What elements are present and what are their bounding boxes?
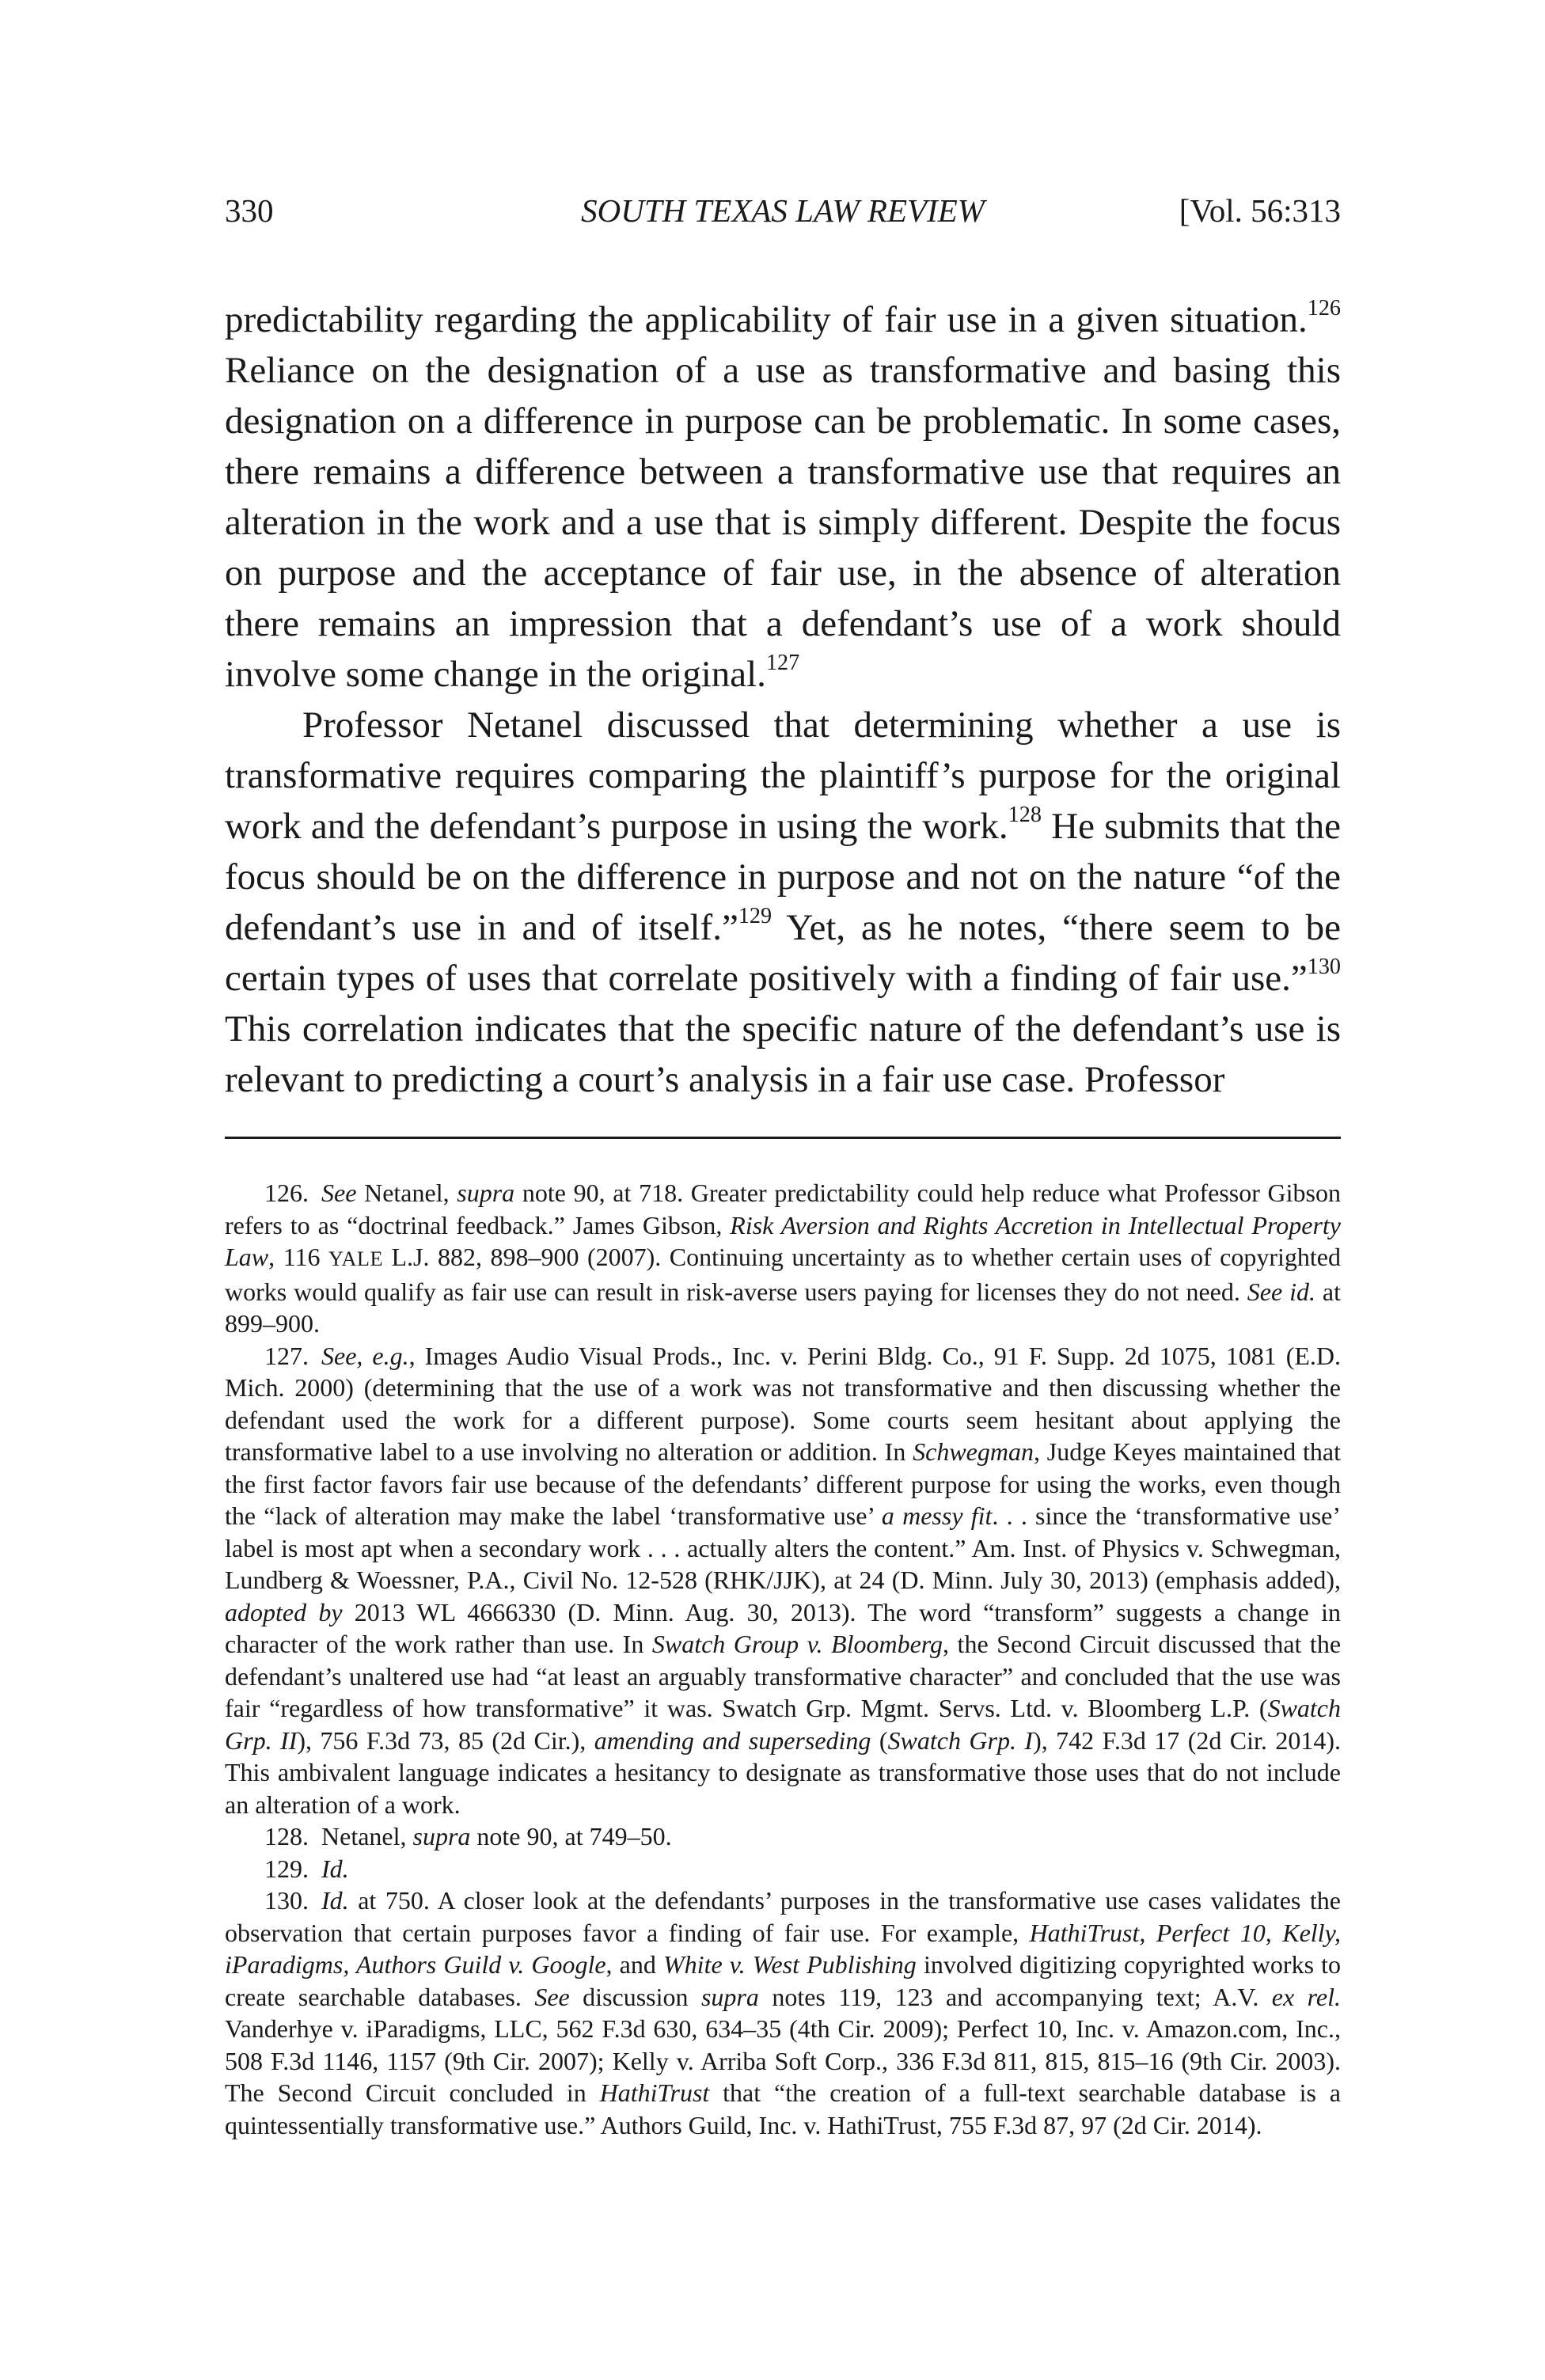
footnote-130 bbox=[225, 1885, 1341, 2141]
paragraph-2 bbox=[225, 700, 1341, 1105]
page bbox=[225, 187, 1341, 2141]
fn130-s9: supra bbox=[700, 1982, 759, 2011]
p1-text-1: predictability regarding the applicability of fair use in a given situation. bbox=[225, 299, 1308, 340]
p2-text-2: He submits that the focus should be on the difference in purpose and not on the nature “of the defendant’s use in and of itself.” bbox=[225, 806, 1341, 948]
fn130-s3: HathiTrust, Perfect 10, Kelly, iParadigms, Authors Guild v. Google bbox=[225, 1918, 1342, 1979]
fn130-s4: , and bbox=[605, 1950, 664, 1979]
fn127-s8: 2013 WL 4666330 (D. Minn. Aug. 30, 2013). The word “transform” suggests a change in character of the work rather than use. In bbox=[225, 1597, 1342, 1658]
fn128-s1: Netanel, bbox=[321, 1822, 413, 1850]
fn128-s3: note 90, at 749–50. bbox=[470, 1822, 672, 1850]
footnote-divider bbox=[225, 1137, 1341, 1139]
fn130-s13: HathiTrust bbox=[599, 2078, 710, 2107]
fn126-s8: L.J. 882, 898–900 (2007). Continuing uncertainty as to whether certain uses of copyrighted works would qualify as fair use can result in risk-averse users paying for licenses they do not need. bbox=[225, 1243, 1342, 1306]
fn130-s2: at 750. A closer look at the defendants’ purposes in the transformative use cases validates the observation that certain purposes favor a finding of fair use. For example, bbox=[225, 1886, 1341, 1947]
fn126-s5: Risk Aversion and Rights Accretion in Intellectual Property Law bbox=[225, 1210, 1342, 1271]
fn126-s3: supra bbox=[457, 1179, 515, 1207]
fn126-s2: Netanel, bbox=[356, 1179, 457, 1207]
fn130-s6: involved digitizing copyrighted works to create searchable databases. bbox=[225, 1950, 1342, 2011]
footnote-ref-128[interactable]: 128 bbox=[1008, 803, 1042, 828]
fn127-s3: Schwegman bbox=[913, 1437, 1034, 1466]
fn130-s7: See bbox=[534, 1982, 570, 2011]
footnote-128 bbox=[225, 1820, 1341, 1853]
fn130-s14: that “the creation of a full-text searchable database is a quintessentially transformative use.” Authors Guild, Inc. v. HathiTrust, 755 F.3d 87, 97 (2d Cir. 2014). bbox=[225, 2078, 1341, 2139]
fn127-s5: a messy fit bbox=[881, 1501, 993, 1530]
fn127-s16: ), 742 F.3d 17 (2d Cir. 2014). This ambivalent language indicates a hesitancy to designate as transformative those uses that do not include an alteration of a work. bbox=[225, 1725, 1342, 1819]
fn130-s12: Vanderhye v. iParadigms, LLC, 562 F.3d 630, 634–35 (4th Cir. 2009); Perfect 10, Inc. v. Amazon.com, Inc., 508 F.3d 1146, 1157 (9th Cir. 2007); Kelly v. Arriba Soft Corp., 336 F.3d 811, 815, 815–16 (9th Cir. 2003). The Second Circuit concluded in bbox=[225, 2014, 1341, 2107]
running-header bbox=[225, 187, 1341, 234]
fn130-s8: discussion bbox=[569, 1982, 701, 2011]
fn126-s9: See id. bbox=[1247, 1277, 1315, 1306]
p2-text-3: Yet, as he notes, “there seem to be certain types of uses that correlate positively with a finding of fair use.” bbox=[225, 907, 1342, 999]
p2-text-4: This correlation indicates that the specific nature of the defendant’s use is relevant to predicting a court’s analysis in a fair use case. Professor bbox=[225, 1008, 1341, 1100]
fn126-s10: at 899–900. bbox=[225, 1277, 1342, 1338]
fn127-s2: , Images Audio Visual Prods., Inc. v. Perini Bldg. Co., 91 F. Supp. 2d 1075, 1081 (E.D. Mich. 2000) (determining that the use of a work was not transformative and then discussing whether the defendant used the work for a different purpose). Some courts seem hesitant about applying the transformative label to a use involving no alteration or addition. In bbox=[225, 1341, 1342, 1466]
paragraph-1 bbox=[225, 294, 1341, 700]
fn128-s2: supra bbox=[412, 1822, 471, 1850]
fn127-s4: , Judge Keyes maintained that the first factor favors fair use because of the defendants’ different purpose for using the works, even though the “lack of alteration may make the label ‘transformative use’ bbox=[225, 1437, 1342, 1530]
fn127-s6: . . . since the ‘transformative use’ label is most apt when a secondary work . . . actually alters the content.” Am. Inst. of Physics v. Schwegman, Lundberg & Woessner, P.A., Civil No. 12-528 (RHK/JJK), at 24 (D. Minn. July 30, 2013) (emphasis added), bbox=[225, 1501, 1342, 1594]
footnote-ref-126[interactable]: 126 bbox=[1307, 296, 1341, 321]
volume-citation: [Vol. 56:313 bbox=[1179, 192, 1341, 229]
p2-text-1: Professor Netanel discussed that determining whether a use is transformative requires comparing the plaintiff’s purpose for the original work and the defendant’s purpose in using the work. bbox=[225, 704, 1341, 847]
fn127-s9: Swatch Group v. Bloomberg bbox=[651, 1630, 943, 1658]
main-text bbox=[225, 294, 1341, 1105]
footnote-number: 127. bbox=[264, 1341, 309, 1370]
fn127-s12: ), 756 F.3d 73, 85 (2d Cir.), bbox=[297, 1725, 594, 1755]
p1-text-2: Reliance on the designation of a use as transformative and basing this designation on a difference in purpose can be problematic. In some cases, there remains a difference between a transformative use that requires an alteration in the work and a use that is simply different. Despite the focus on purpose and the acceptance of fair use, in the absence of alteration there remains an impression that a defendant’s use of a work should involve some change in the original. bbox=[225, 350, 1341, 695]
footnote-ref-130[interactable]: 130 bbox=[1307, 955, 1341, 980]
fn127-s14: ( bbox=[871, 1725, 888, 1755]
journal-title: SOUTH TEXAS LAW REVIEW bbox=[581, 192, 985, 229]
fn126-s4: note 90, at 718. Greater predictability could help reduce what Professor Gibson refers to as “doctrinal feedback.” James Gibson, bbox=[225, 1179, 1342, 1239]
page-number: 330 bbox=[225, 192, 274, 229]
footnote-number: 129. bbox=[264, 1854, 309, 1883]
footnote-number: 128. bbox=[264, 1822, 309, 1850]
fn130-s5: White v. West Publishing bbox=[663, 1950, 917, 1979]
fn127-s10: , the Second Circuit discussed that the defendant’s unaltered use had “at least an arguably transformative character” and concluded that the use was fair “regardless of how transformative” it was. Swatch Grp. Mgmt. Servs. Ltd. v. Bloomberg L.P. ( bbox=[225, 1630, 1342, 1722]
footnote-ref-129[interactable]: 129 bbox=[738, 904, 772, 929]
fn127-s7: adopted by bbox=[225, 1597, 343, 1627]
footnote-number: 126. bbox=[264, 1179, 309, 1207]
fn127-s11: Swatch Grp. II bbox=[225, 1694, 1341, 1755]
fn126-s1: See bbox=[321, 1179, 357, 1207]
footnote-number: 130. bbox=[264, 1886, 309, 1915]
fn130-s1: Id. bbox=[321, 1886, 349, 1915]
footnote-ref-127[interactable]: 127 bbox=[765, 651, 800, 676]
fn130-s11: ex rel. bbox=[1271, 1982, 1342, 2011]
footnotes bbox=[225, 1177, 1341, 2141]
fn129-s1: Id. bbox=[321, 1854, 349, 1883]
footnote-129 bbox=[225, 1853, 1341, 1885]
footnote-127 bbox=[225, 1340, 1341, 1821]
footnote-126 bbox=[225, 1177, 1341, 1340]
fn126-s6: , 116 bbox=[268, 1243, 328, 1271]
fn127-s13: amending and superseding bbox=[594, 1725, 871, 1755]
fn127-s15: Swatch Grp. I bbox=[887, 1725, 1034, 1755]
fn127-s1: See, e.g. bbox=[321, 1341, 409, 1370]
fn130-s10: notes 119, 123 and accompanying text; A.V. bbox=[758, 1982, 1272, 2011]
fn126-s7: YALE bbox=[328, 1247, 383, 1270]
